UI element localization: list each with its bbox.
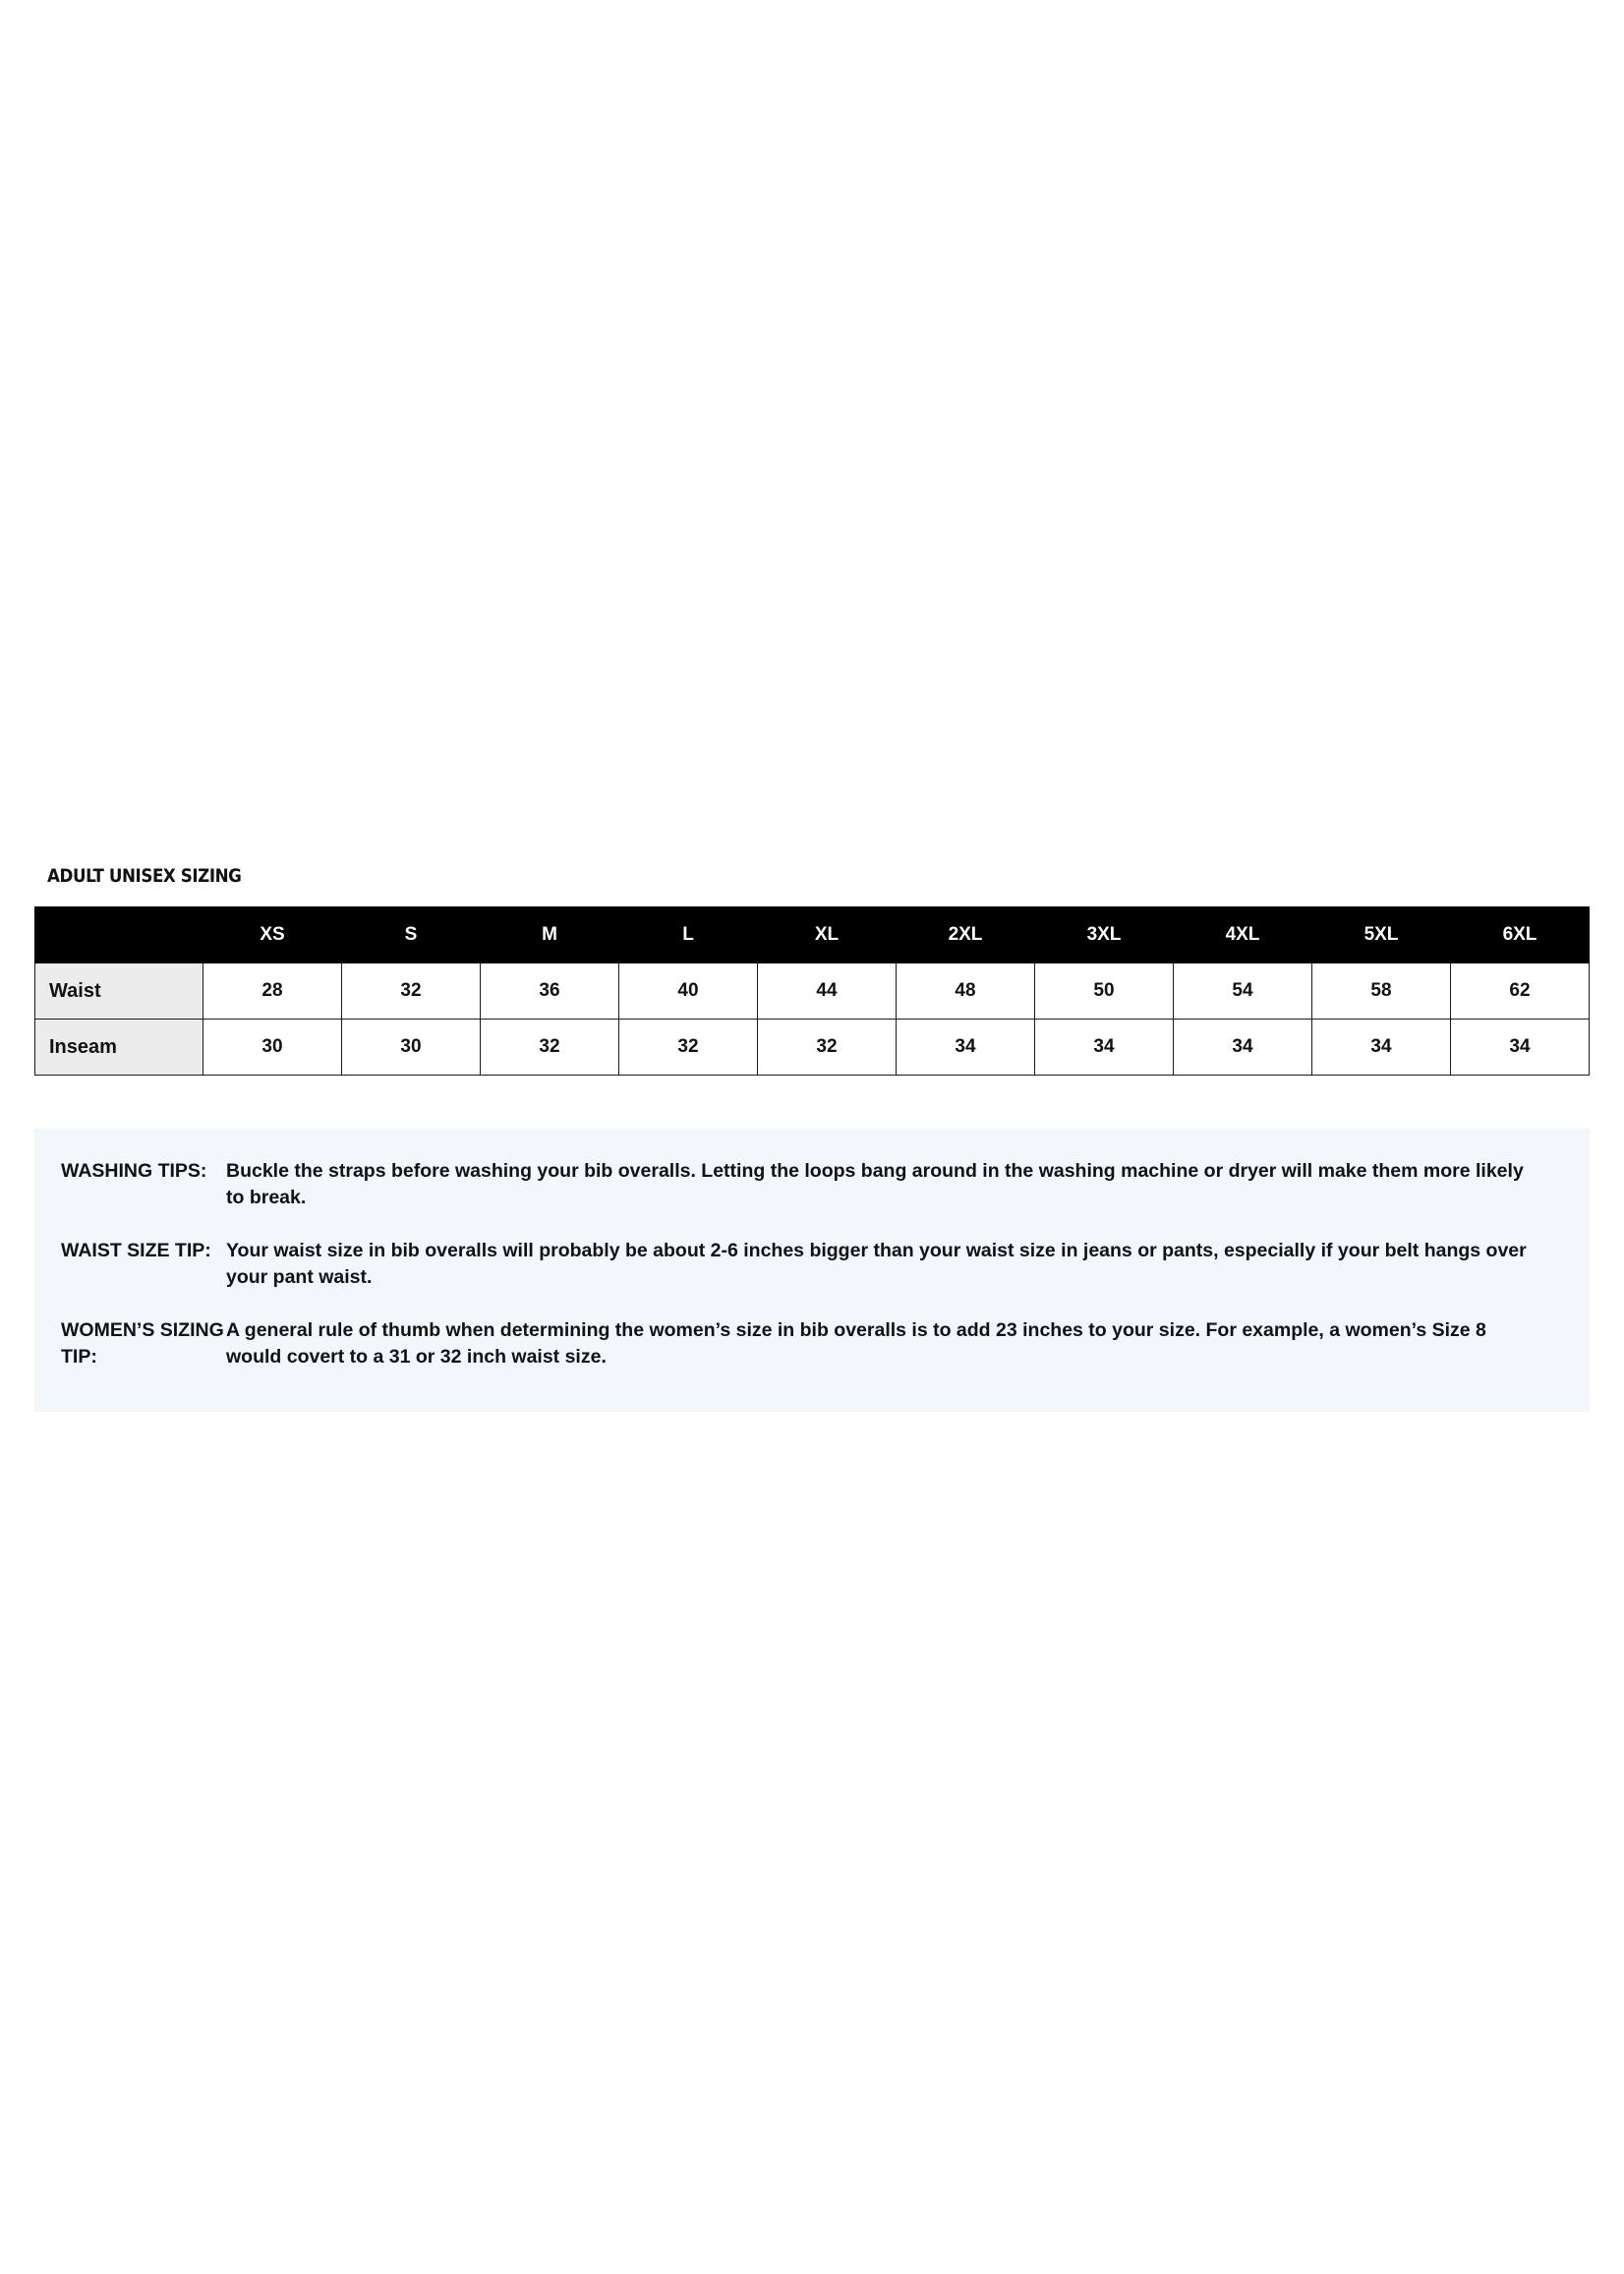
section-title: ADULT UNISEX SIZING — [47, 865, 242, 887]
size-header: S — [342, 907, 481, 963]
table-cell: 34 — [897, 1020, 1035, 1076]
size-header: 6XL — [1451, 907, 1590, 963]
row-label-waist: Waist — [35, 963, 203, 1020]
size-header: 3XL — [1035, 907, 1174, 963]
table-cell: 30 — [342, 1020, 481, 1076]
table-cell: 54 — [1174, 963, 1312, 1020]
table-header-row — [35, 907, 1590, 963]
tip-text: Your waist size in bib overalls will probably be about 2-6 inches bigger than your waist size in jeans or pants, especially if your belt hangs over your pant waist. — [226, 1240, 1527, 1288]
table-cell: 34 — [1451, 1020, 1590, 1076]
size-header: M — [481, 907, 619, 963]
table-cell: 50 — [1035, 963, 1174, 1020]
tip-waist-size — [34, 1238, 1590, 1291]
size-header: 5XL — [1312, 907, 1451, 963]
table-cell: 34 — [1035, 1020, 1174, 1076]
tip-text: Buckle the straps before washing your bib overalls. Letting the loops bang around in the washing machine or dryer will make them more likely to break. — [226, 1160, 1524, 1208]
table-cell: 32 — [758, 1020, 897, 1076]
table-corner-cell — [35, 907, 203, 963]
tip-label: WASHING TIPS: — [61, 1160, 207, 1182]
size-header: 4XL — [1174, 907, 1312, 963]
size-header: 2XL — [897, 907, 1035, 963]
table-cell: 32 — [481, 1020, 619, 1076]
table-cell: 58 — [1312, 963, 1451, 1020]
size-header: L — [619, 907, 758, 963]
table-cell: 36 — [481, 963, 619, 1020]
tips-panel — [34, 1129, 1590, 1412]
tip-text: A general rule of thumb when determining the women’s size in bib overalls is to add 23 inches to your size. For example, a women’s Size 8 would covert to a 31 or 32 inch waist size. — [226, 1319, 1486, 1368]
table-cell: 28 — [203, 963, 342, 1020]
table-cell: 32 — [342, 963, 481, 1020]
size-header: XS — [203, 907, 342, 963]
tip-label: WOMEN’S SIZING TIP: — [61, 1319, 224, 1368]
table-cell: 44 — [758, 963, 897, 1020]
table-cell: 40 — [619, 963, 758, 1020]
row-label-inseam: Inseam — [35, 1020, 203, 1076]
table-cell: 34 — [1312, 1020, 1451, 1076]
table-cell: 34 — [1174, 1020, 1312, 1076]
table-row-inseam — [35, 1020, 1590, 1076]
table-cell: 30 — [203, 1020, 342, 1076]
tip-label: WAIST SIZE TIP: — [61, 1240, 211, 1261]
table-cell: 32 — [619, 1020, 758, 1076]
table-cell: 62 — [1451, 963, 1590, 1020]
table-row-waist — [35, 963, 1590, 1020]
tip-womens-sizing — [34, 1317, 1590, 1370]
sizing-table — [34, 906, 1590, 1076]
size-header: XL — [758, 907, 897, 963]
table-cell: 48 — [897, 963, 1035, 1020]
tip-washing — [34, 1158, 1590, 1211]
